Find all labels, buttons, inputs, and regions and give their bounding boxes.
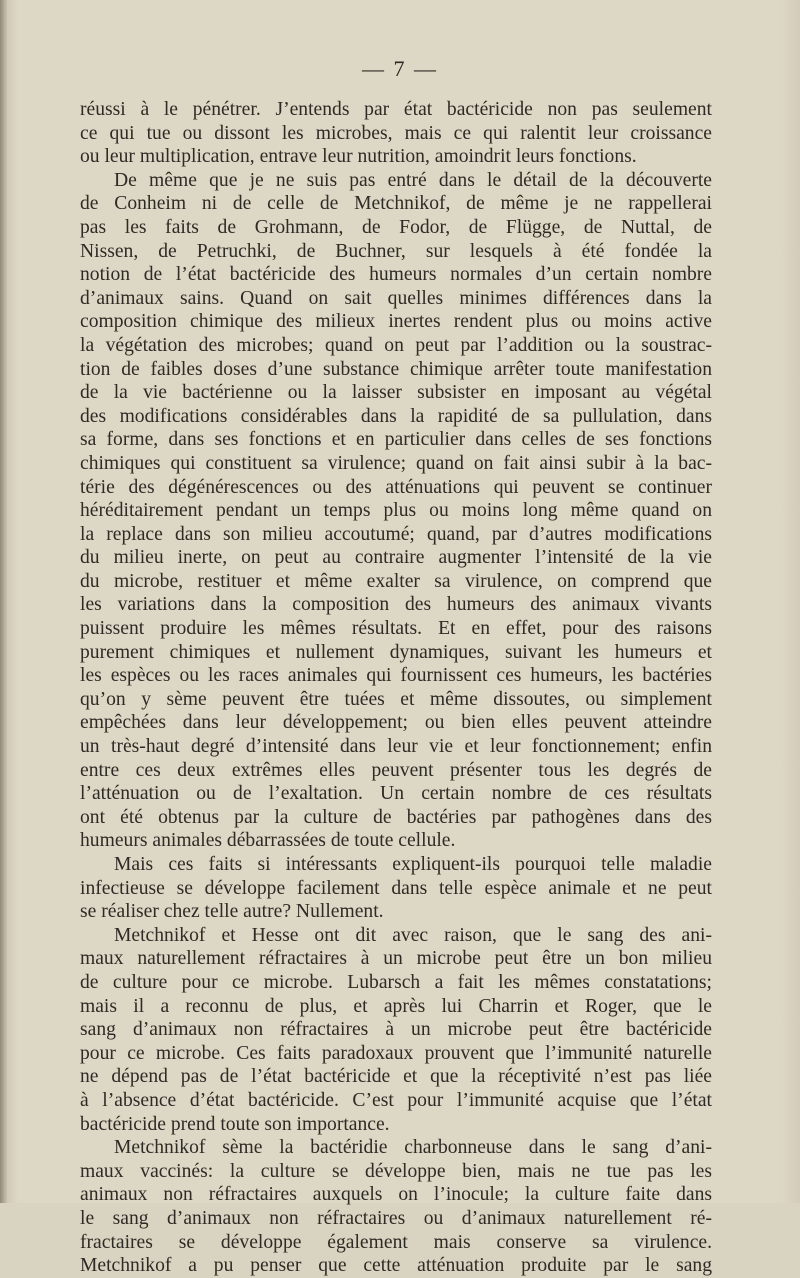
text-line: notion de l’état bactéricide des humeurs normales d’un certain nombre xyxy=(80,264,712,286)
text-line: pas les faits de Grohmann, de Fodor, de Flügge, de Nuttal, de xyxy=(80,216,712,238)
text-line: sa forme, dans ses fonctions et en particulier dans celles de ses fonctions xyxy=(80,429,712,451)
text-line: réussi à le pénétrer. J’entends par état bactéricide non pas seulement xyxy=(80,99,712,120)
text-line: tion de faibles doses d’une substance chimique arrêter toute manifestation xyxy=(80,358,712,380)
text-line: fractaires se développe également mais conserve sa virulence. xyxy=(80,1231,712,1253)
text-line: térie des dégénérescences ou des atténuations qui peuvent se continuer xyxy=(80,476,712,498)
text-line: la végétation des microbes; quand on peut par l’addition ou la soustrac- xyxy=(80,334,712,356)
text-line: De même que je ne suis pas entré dans le détail de la découverte xyxy=(114,169,712,191)
text-line: les variations dans la composition des humeurs des animaux vivants xyxy=(80,594,712,616)
text-line: composition chimique des milieux inertes rendent plus ou moins active xyxy=(80,311,712,333)
text-line: qu’on y sème peuvent être tuées et même dissoutes, ou simplement xyxy=(80,688,712,710)
text-line: chimiques qui constituent sa virulence; quand on fait ainsi subir à la bac- xyxy=(80,452,712,474)
text-line: infectieuse se développe facilement dans telle espèce animale et ne peut xyxy=(80,877,712,899)
text-line: purement chimiques et nullement dynamiques, suivant les humeurs et xyxy=(80,641,712,663)
text-line: ne dépend pas de l’état bactéricide et que la réceptivité n’est pas liée xyxy=(80,1066,712,1088)
text-line: Metchnikof et Hesse ont dit avec raison, que le sang des ani- xyxy=(114,924,712,946)
text-line: Metchnikof sème la bactéridie charbonneuse dans le sang d’ani- xyxy=(114,1137,712,1159)
text-line: la replace dans son milieu accoutumé; quand, par d’autres modifications xyxy=(80,523,712,545)
text-line: ce qui tue ou dissont les microbes, mais ce qui ralentit leur croissance xyxy=(80,122,712,144)
text-line: se réaliser chez telle autre? Nullement. xyxy=(80,901,384,923)
text-line: ou leur multiplication, entrave leur nutrition, amoindrit leurs fonctions. xyxy=(80,146,637,168)
text-line: bactéricide prend toute son importance. xyxy=(80,1113,390,1135)
text-line: empêchées dans leur développement; ou bien elles peuvent atteindre xyxy=(80,712,712,734)
text-line: maux naturellement réfractaires à un microbe peut être un bon milieu xyxy=(80,948,712,970)
text-line: du microbe, restituer et même exalter sa virulence, on comprend que xyxy=(80,570,712,592)
text-line: des modifications considérables dans la rapidité de sa pullulation, dans xyxy=(80,405,712,427)
text-line: héréditairement pendant un temps plus ou moins long même quand on xyxy=(80,500,712,522)
text-line: d’animaux sains. Quand on sait quelles minimes différences dans la xyxy=(80,287,712,309)
text-line: sang d’animaux non réfractaires à un microbe peut être bactéricide xyxy=(80,1019,712,1041)
text-line: le sang d’animaux non réfractaires ou d’animaux naturellement ré- xyxy=(80,1207,712,1229)
text-line: ont été obtenus par la culture de bactéries par pathogènes dans des xyxy=(80,806,712,828)
text-line: Metchnikof a pu penser que cette atténuation produite par le sang xyxy=(80,1255,712,1277)
text-line: Nissen, de Petruchki, de Buchner, sur lesquels à été fondée la xyxy=(80,240,712,262)
page-spine-shadow xyxy=(0,0,7,1203)
text-line: les espèces ou les races animales qui fournissent ces humeurs, les bactéries xyxy=(80,665,712,687)
text-line: puissent produire les mêmes résultats. Et en effet, pour des raisons xyxy=(80,618,712,640)
text-line: du milieu inerte, on peut au contraire augmenter l’intensité de la vie xyxy=(80,547,712,569)
page-number: — 7 — xyxy=(362,56,438,81)
text-line: de Conheim ni de celle de Metchnikof, de même je ne rappellerai xyxy=(80,193,712,215)
body-text xyxy=(80,98,712,1278)
text-line: à l’absence d’état bactéricide. C’est pour l’immunité acquise que l’état xyxy=(80,1089,712,1111)
text-line: mais il a reconnu de plus, et après lui Charrin et Roger, que le xyxy=(80,995,712,1017)
text-line: un très-haut degré d’intensité dans leur vie et leur fonctionnement; enfin xyxy=(80,736,712,758)
text-line: de culture pour ce microbe. Lubarsch a fait les mêmes constatations; xyxy=(80,971,712,993)
text-line: Mais ces faits si intéressants expliquent-ils pourquoi telle maladie xyxy=(114,854,712,875)
text-line: entre ces deux extrêmes elles peuvent présenter tous les degrés de xyxy=(80,759,712,781)
text-line: humeurs animales débarrassées de toute cellule. xyxy=(80,830,456,852)
text-line: pour ce microbe. Ces faits paradoxaux prouvent que l’immunité naturelle xyxy=(80,1042,712,1064)
text-line: animaux non réfractaires auxquels on l’inocule; la culture faite dans xyxy=(80,1184,712,1206)
text-line: l’atténuation ou de l’exaltation. Un certain nombre de ces résultats xyxy=(80,783,712,805)
text-line: de la vie bactérienne ou la laisser subsister en imposant au végétal xyxy=(80,382,712,404)
text-line: maux vaccinés: la culture se développe bien, mais ne tue pas les xyxy=(80,1160,712,1182)
